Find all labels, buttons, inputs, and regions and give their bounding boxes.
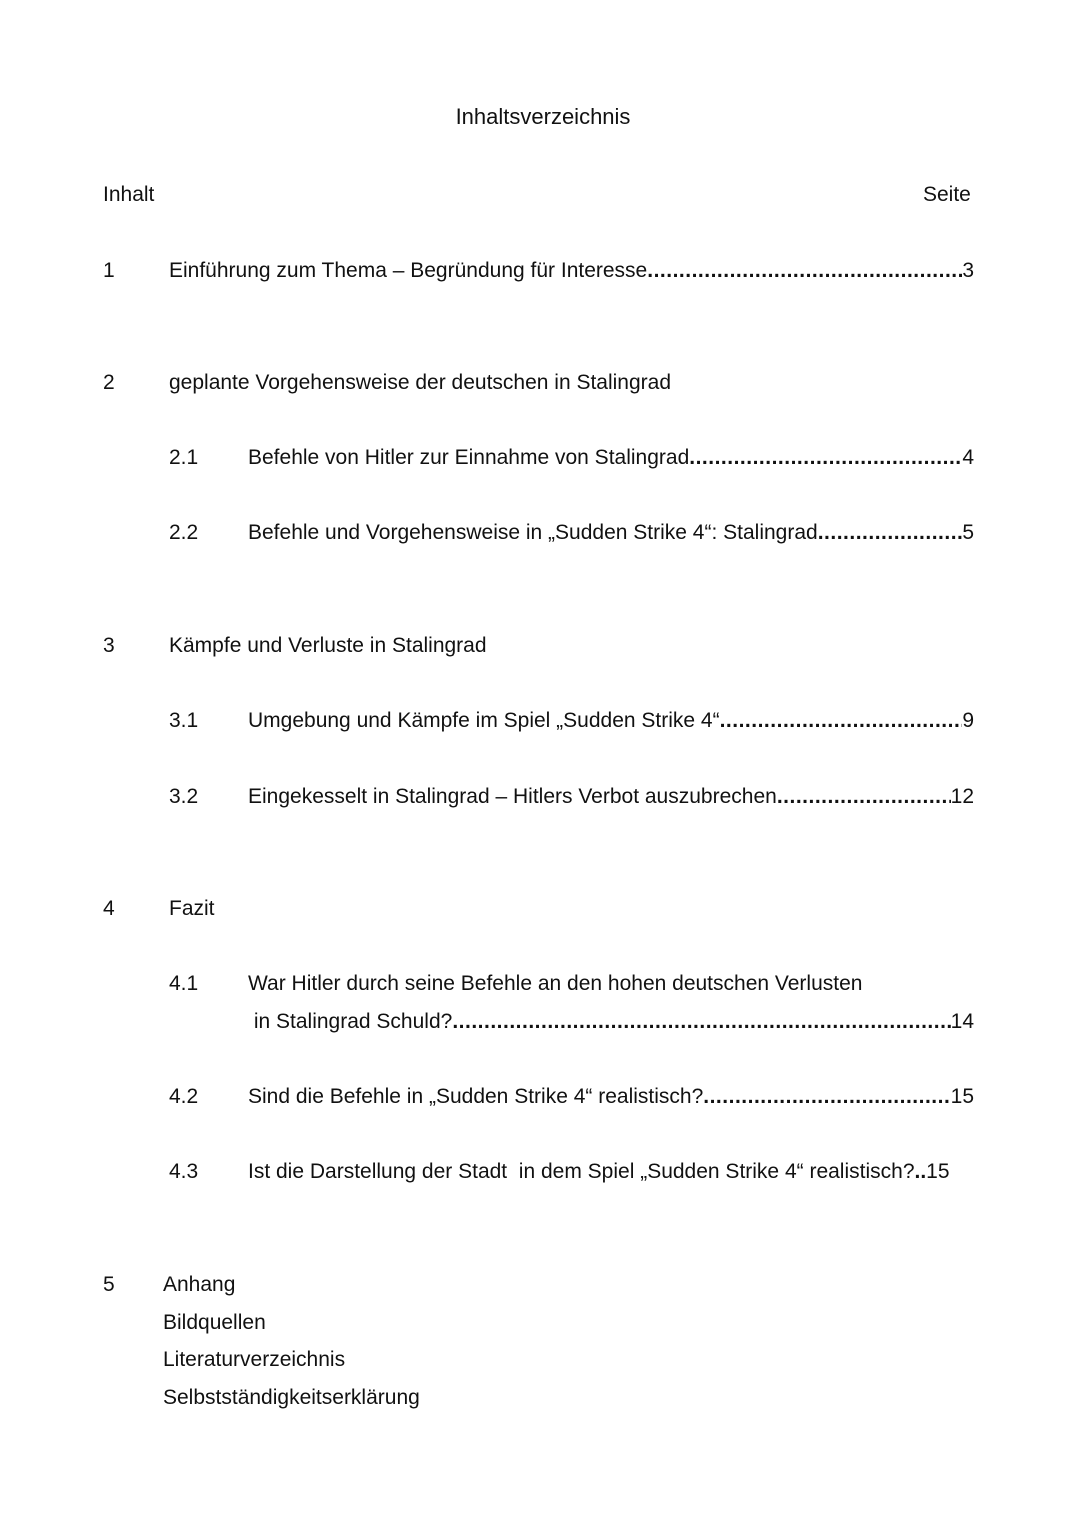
dot-leader	[452, 1011, 950, 1032]
toc-number-2: 2	[103, 371, 115, 394]
toc-entry-4-1	[248, 1011, 974, 1032]
toc-page-number: 3	[962, 259, 974, 282]
dot-leader	[818, 522, 963, 543]
dot-leader	[703, 1086, 950, 1107]
toc-entry-text: Ist die Darstellung der Stadt in dem Spiel „Sudden Strike 4“ realistisch?	[248, 1160, 915, 1183]
toc-entry-text: in Stalingrad Schuld?	[248, 1010, 453, 1033]
toc-number-2-2: 2.2	[169, 521, 199, 544]
toc-number-3: 3	[103, 634, 115, 657]
page-title: Inhaltsverzeichnis	[455, 104, 631, 129]
dot-leader	[777, 786, 951, 807]
toc-entry-1	[169, 260, 974, 281]
toc-page-number: 12	[950, 785, 974, 808]
dot-leader	[689, 447, 962, 468]
toc-entry-4-3	[248, 1161, 950, 1182]
toc-entry-text: Befehle und Vorgehensweise in „Sudden Strike 4“: Stalingrad	[248, 521, 818, 544]
dot-leader: ..	[914, 1160, 927, 1183]
toc-page-number: 15	[950, 1085, 974, 1108]
toc-entry-3-2	[248, 786, 974, 807]
toc-number-4: 4	[103, 897, 115, 920]
toc-page-number: 4	[962, 446, 974, 469]
toc-number-4-3: 4.3	[169, 1160, 199, 1183]
toc-page-number: 15	[926, 1160, 950, 1183]
toc-number-4-2: 4.2	[169, 1085, 199, 1108]
toc-heading-5: Anhang	[163, 1273, 236, 1296]
toc-entry-4-1-line1: War Hitler durch seine Befehle an den hohen deutschen Verlusten	[248, 972, 863, 995]
toc-entry-4-2	[248, 1086, 974, 1107]
toc-entry-2-2	[248, 522, 974, 543]
toc-entry-text: Umgebung und Kämpfe im Spiel „Sudden Strike 4“	[248, 709, 720, 732]
toc-entry-text: Sind die Befehle in „Sudden Strike 4“ realistisch?	[248, 1085, 704, 1108]
toc-page-number: 9	[962, 709, 974, 732]
header-content-label: Inhalt	[103, 183, 155, 206]
toc-page-number: 14	[950, 1010, 974, 1033]
annex-item-bildquellen: Bildquellen	[163, 1311, 266, 1334]
annex-item-selbststaendigkeitserklaerung: Selbstständigkeitserklärung	[163, 1386, 420, 1409]
toc-number-5: 5	[103, 1273, 115, 1296]
toc-entry-text: Eingekesselt in Stalingrad – Hitlers Verbot auszubrechen	[248, 785, 777, 808]
toc-heading-4: Fazit	[169, 897, 215, 920]
toc-number-1: 1	[103, 259, 115, 282]
dot-leader	[720, 710, 963, 731]
toc-entry-text: Befehle von Hitler zur Einnahme von Stalingrad	[248, 446, 690, 469]
toc-heading-2: geplante Vorgehensweise der deutschen in Stalingrad	[169, 371, 672, 394]
toc-number-2-1: 2.1	[169, 446, 199, 469]
toc-entry-3-1	[248, 710, 974, 731]
dot-leader	[647, 260, 962, 281]
toc-number-4-1: 4.1	[169, 972, 199, 995]
toc-entry-text: Einführung zum Thema – Begründung für Interesse	[169, 259, 648, 282]
annex-item-literaturverzeichnis: Literaturverzeichnis	[163, 1348, 346, 1371]
toc-entry-2-1	[248, 447, 974, 468]
toc-heading-3: Kämpfe und Verluste in Stalingrad	[169, 634, 487, 657]
header-page-label: Seite	[923, 183, 971, 206]
toc-number-3-2: 3.2	[169, 785, 199, 808]
toc-number-3-1: 3.1	[169, 709, 199, 732]
toc-page-number: 5	[962, 521, 974, 544]
